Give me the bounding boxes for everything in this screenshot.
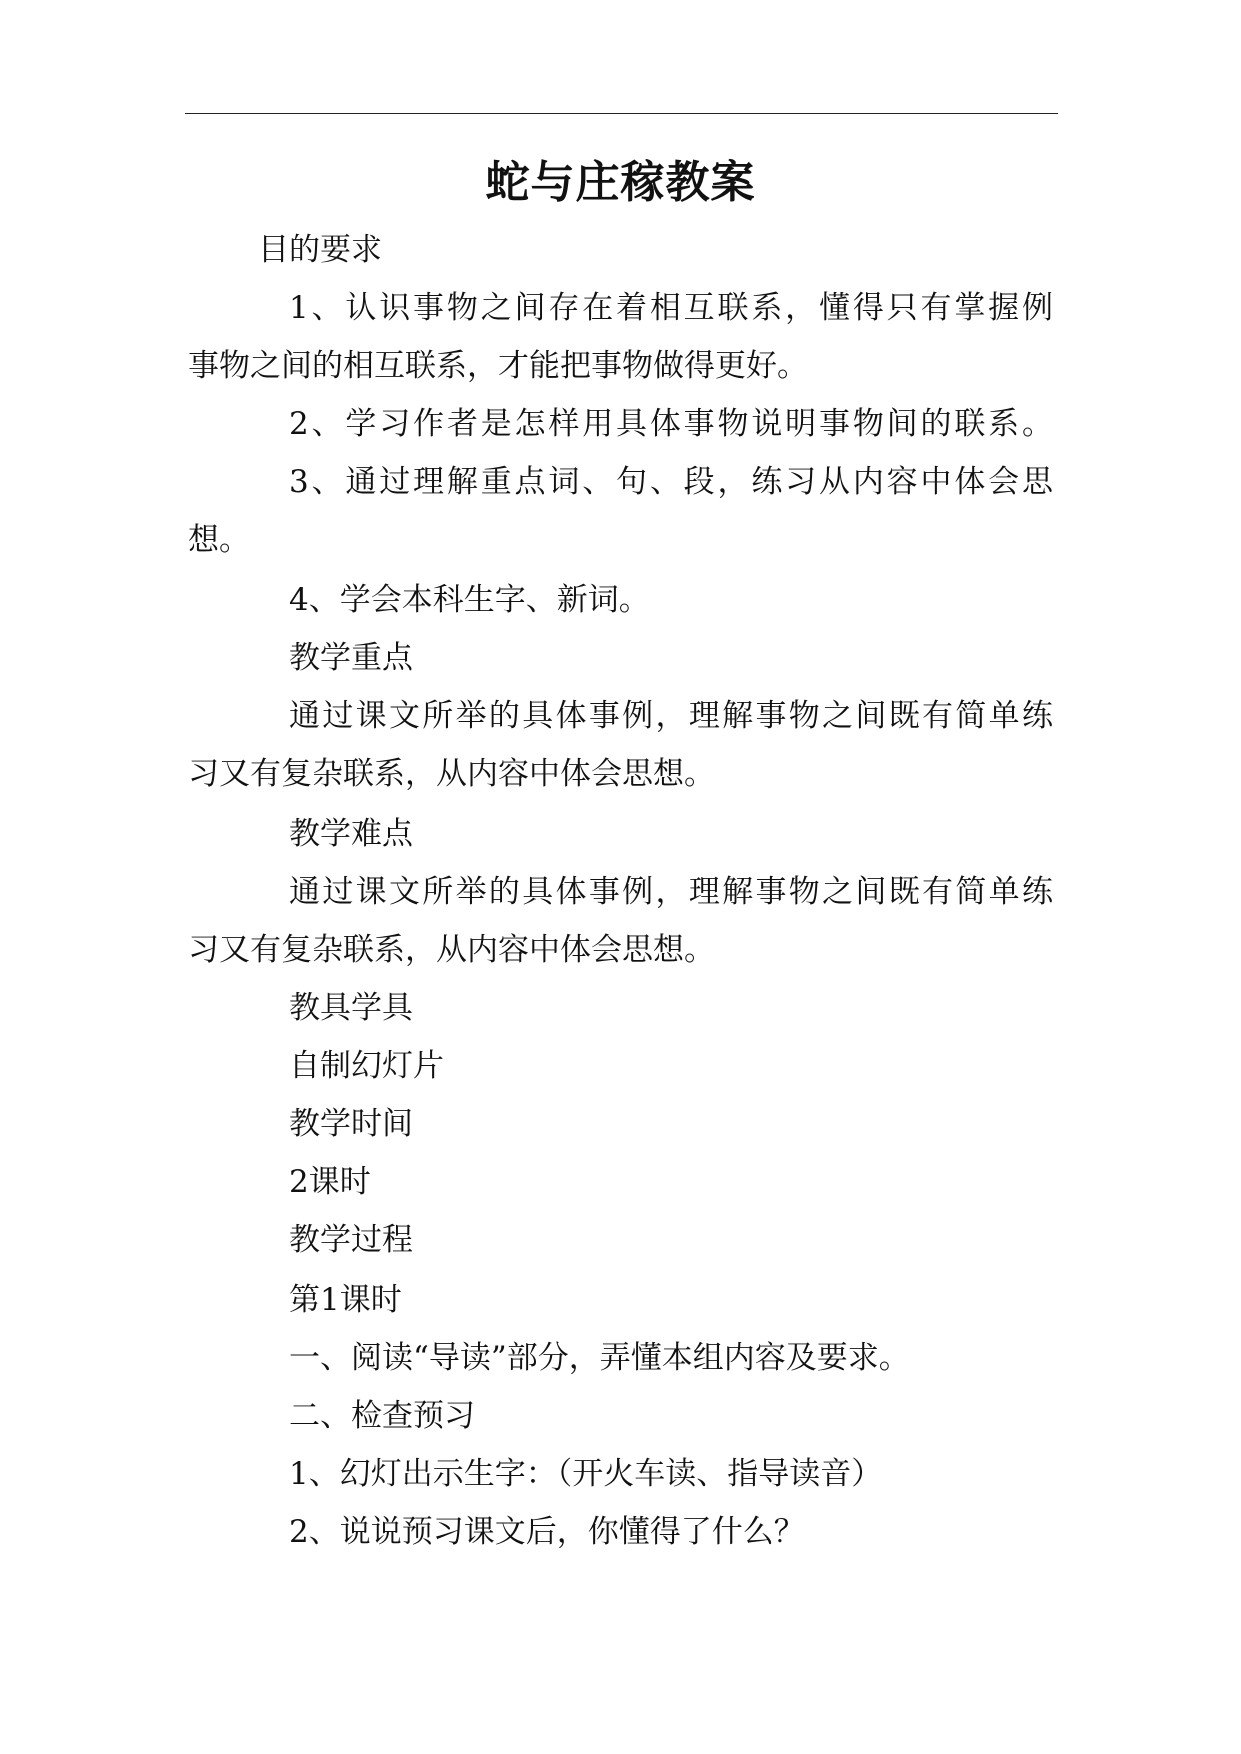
- difficulties-line-2: 习又有复杂联系，从内容中体会思想。: [188, 932, 715, 968]
- teaching-time-content: 2课时: [289, 1164, 371, 1200]
- key-points-line-2: 习又有复杂联系，从内容中体会思想。: [188, 756, 715, 792]
- section-heading-teaching-time: 教学时间: [289, 1106, 413, 1142]
- section-heading-objectives: 目的要求: [258, 232, 382, 268]
- process-step-2-item-2: 2、说说预习课文后，你懂得了什么？: [289, 1514, 805, 1550]
- objective-1-line-1: 1、认识事物之间存在着相互联系，懂得只有掌握例: [289, 290, 1053, 326]
- section-heading-teaching-aids: 教具学具: [289, 990, 413, 1026]
- section-heading-difficulties: 教学难点: [289, 816, 413, 852]
- key-points-line-1: 通过课文所举的具体事例，理解事物之间既有简单练: [289, 698, 1053, 734]
- teaching-aids-content: 自制幻灯片: [289, 1048, 444, 1084]
- difficulties-line-1: 通过课文所举的具体事例，理解事物之间既有简单练: [289, 874, 1053, 910]
- document-title: 蛇与庄稼教案: [485, 157, 756, 208]
- process-step-2: 二、检查预习: [289, 1398, 475, 1434]
- objective-3-line-2: 想。: [188, 522, 250, 558]
- objective-1-line-2: 事物之间的相互联系，才能把事物做得更好。: [188, 348, 808, 384]
- section-heading-key-points: 教学重点: [289, 640, 413, 676]
- process-step-1: 一、阅读“导读”部分，弄懂本组内容及要求。: [289, 1340, 910, 1376]
- objective-4: 4、学会本科生字、新词。: [289, 582, 650, 618]
- process-step-2-item-1: 1、幻灯出示生字：（开火车读、指导读音）: [289, 1456, 883, 1492]
- lesson-1-heading: 第1课时: [289, 1282, 402, 1318]
- objective-2: 2、学习作者是怎样用具体事物说明事物间的联系。: [289, 406, 1053, 442]
- objective-3-line-1: 3、通过理解重点词、句、段，练习从内容中体会思: [289, 464, 1053, 500]
- header-rule: [185, 113, 1058, 114]
- section-heading-teaching-process: 教学过程: [289, 1222, 413, 1258]
